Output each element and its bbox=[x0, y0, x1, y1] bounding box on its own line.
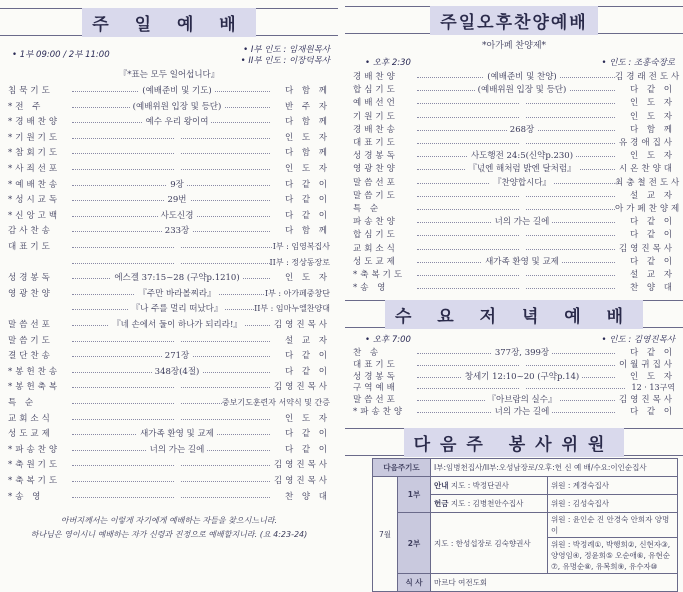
order-content: 사도행전 24:5(신약p.230) bbox=[468, 151, 576, 161]
order-label: *파송찬양 bbox=[8, 444, 61, 455]
order-person: 다 같 이 bbox=[270, 349, 330, 363]
volunteers-title: 다음주 봉사위원 bbox=[404, 428, 625, 457]
order-person: 인 도 자 bbox=[270, 271, 330, 285]
order-content bbox=[519, 244, 525, 254]
order-row bbox=[0, 131, 338, 145]
order-person: 인 도 자 bbox=[615, 96, 675, 110]
order-row bbox=[345, 123, 683, 137]
order-person: 설 교 자 bbox=[615, 268, 675, 282]
order-content-cell bbox=[425, 162, 619, 176]
order-row bbox=[0, 193, 338, 207]
order-row bbox=[0, 318, 338, 332]
order-content-cell bbox=[80, 115, 274, 129]
sunday-footer bbox=[12, 514, 326, 542]
order-content bbox=[174, 133, 180, 143]
order-label: 파송찬양 bbox=[353, 217, 398, 228]
order-row bbox=[345, 215, 683, 229]
order-person: II부 : 정상동장로 bbox=[270, 256, 330, 270]
order-label: *경배찬양 bbox=[8, 117, 61, 128]
month-cell: 7월 bbox=[373, 477, 398, 592]
order-person: 다 함 께 bbox=[270, 115, 330, 129]
order-content bbox=[174, 414, 180, 424]
order-content-cell bbox=[425, 96, 619, 110]
order-label: 영광찬양 bbox=[8, 288, 53, 299]
sunday-leader-1: • I부 인도 : 임재원목사 bbox=[243, 45, 330, 55]
order-person: 다 같 이 bbox=[270, 193, 330, 207]
order-row bbox=[345, 83, 683, 97]
order-content bbox=[519, 204, 525, 214]
footer-line-2: 하나님은 영이시니 예배하는 자가 신령과 진정으로 예배할지니라. (요 4:23-24) bbox=[30, 530, 308, 539]
order-content-cell bbox=[80, 365, 274, 379]
order-label: *송 영 bbox=[8, 491, 44, 502]
order-content bbox=[519, 98, 525, 108]
order-label: 성경봉독 bbox=[353, 151, 398, 162]
wednesday-title-bar bbox=[345, 300, 683, 328]
order-person: 인 도 자 bbox=[270, 131, 330, 145]
p2-offer-w: 위원 : 박정례①, 박행희②, 신현자③, 양영임④, 정윤희⑤ 오순애⑥, 유현순⑦, 유명순⑧, 유복희⑨, 유수자⑩ bbox=[548, 538, 678, 574]
order-person: 다 같 이 bbox=[270, 365, 330, 379]
order-label: 찬 송 bbox=[353, 348, 382, 358]
order-label: 대표기도 bbox=[353, 138, 398, 148]
order-label: *기원기도 bbox=[8, 132, 61, 143]
order-label: *축복기도 bbox=[8, 476, 61, 486]
order-content-cell bbox=[425, 70, 619, 84]
order-content bbox=[174, 148, 180, 158]
order-content: 『아브람의 실수』 bbox=[485, 395, 560, 405]
order-person: I부 : 아가페중창단 bbox=[265, 287, 330, 301]
order-label: *참회기도 bbox=[8, 148, 61, 159]
order-person: 다 함 께 bbox=[615, 123, 675, 137]
order-row bbox=[345, 162, 683, 176]
afternoon-title-bar bbox=[345, 6, 683, 34]
order-content-cell bbox=[80, 131, 274, 145]
order-content-cell bbox=[80, 412, 274, 426]
order-label: 합심기도 bbox=[353, 230, 398, 241]
order-row bbox=[345, 70, 683, 84]
order-label: 감사찬송 bbox=[8, 226, 53, 237]
order-content-cell bbox=[425, 268, 619, 282]
order-content-cell bbox=[425, 149, 619, 163]
order-label: *사죄선포 bbox=[8, 164, 61, 174]
order-label: 성경봉독 bbox=[353, 371, 398, 382]
order-content-cell bbox=[425, 123, 619, 137]
sunday-title: 주 일 예 배 bbox=[82, 8, 255, 37]
order-content bbox=[519, 283, 525, 293]
order-content-cell bbox=[425, 215, 619, 229]
order-label: 예배선언 bbox=[353, 98, 398, 109]
footer-line-1: 아버지께서는 이렇게 자기에게 예배하는 자들을 찾으시느니라. bbox=[60, 516, 278, 525]
prayer-row bbox=[373, 459, 678, 477]
sunday-times: • 1부 09:00 / 2부 11:00 bbox=[12, 50, 110, 60]
order-row bbox=[0, 490, 338, 504]
order-label: 말씀기도 bbox=[353, 190, 398, 201]
order-person: 다 함 께 bbox=[270, 84, 330, 98]
order-label: *봉헌찬송 bbox=[8, 366, 61, 377]
order-label: 교회소식 bbox=[8, 413, 53, 424]
order-row bbox=[0, 146, 338, 160]
order-person: 반 주 자 bbox=[270, 100, 330, 114]
order-person: 찬 양 대 bbox=[615, 281, 675, 295]
order-row bbox=[345, 405, 683, 419]
order-label: 영광찬양 bbox=[353, 164, 398, 175]
order-content: 창세기 12:10~20 (구약p.14) bbox=[462, 372, 582, 382]
order-content: 새가족 환영 및 교제 bbox=[482, 257, 562, 267]
order-label: 침묵기도 bbox=[8, 86, 53, 96]
order-content: 268장 bbox=[507, 125, 537, 135]
meal-label: 식 사 bbox=[398, 574, 431, 592]
afternoon-subtitle: *아가페 찬양제* bbox=[481, 41, 547, 51]
order-row bbox=[0, 365, 338, 379]
order-label: 성도교제 bbox=[353, 256, 398, 267]
order-row bbox=[345, 202, 683, 216]
order-content-cell bbox=[80, 209, 274, 223]
order-row bbox=[345, 149, 683, 163]
order-label: *성시교독 bbox=[8, 195, 61, 206]
standing-note: 『*표는 모두 일어섭니다』 bbox=[118, 70, 220, 80]
order-content-cell bbox=[425, 405, 619, 419]
order-label: 기원기도 bbox=[353, 111, 398, 122]
order-content bbox=[174, 242, 180, 252]
order-content: 233장 bbox=[162, 226, 192, 236]
order-content: 377장, 399장 bbox=[492, 348, 552, 358]
order-content-cell bbox=[425, 228, 619, 242]
order-row bbox=[0, 349, 338, 363]
order-label: 경배찬양 bbox=[353, 72, 398, 82]
order-content-cell bbox=[425, 242, 619, 256]
afternoon-time: • 오후 2:30 bbox=[365, 58, 411, 68]
order-content-cell bbox=[80, 318, 274, 332]
order-content: 『넋엔 해처럼 밝엔 달처럼』 bbox=[465, 164, 578, 174]
order-person: 김영진목사 bbox=[270, 474, 330, 488]
prayer-text: I부:임병천집사/II부:오성남장로/오후:헌 신 예 배/수요:이인순집사 bbox=[431, 459, 678, 477]
order-person: 인 도 자 bbox=[615, 149, 675, 163]
p2-leader: 지도 : 한성섭장로 김숙향권사 bbox=[431, 513, 548, 574]
order-person: 김영진목사 bbox=[615, 393, 675, 407]
order-label: 말씀선포 bbox=[8, 320, 53, 330]
order-content: (예배위원 입장 및 등단) bbox=[130, 102, 225, 112]
wednesday-leader: • 인도 : 김영진목사 bbox=[601, 335, 675, 345]
order-content: 『네 손에서 둘이 하나가 되리라!』 bbox=[109, 320, 245, 330]
p1-offer-text: 지도 : 김병천안수집사 bbox=[450, 499, 524, 508]
order-row bbox=[0, 224, 338, 238]
order-label: 성경봉독 bbox=[8, 273, 53, 284]
order-person: 찬 양 대 bbox=[270, 490, 330, 504]
order-label: 말씀기도 bbox=[8, 335, 53, 346]
order-person: 김경래전도사 bbox=[615, 72, 683, 82]
order-content bbox=[519, 270, 525, 280]
order-content: 『찬양합시다』 bbox=[490, 178, 554, 188]
order-row bbox=[345, 268, 683, 282]
order-content-cell bbox=[425, 176, 619, 190]
order-content-cell bbox=[80, 178, 274, 192]
p2-usher-w: 위원 : 윤인순 진 안경숙 안희자 양명이 bbox=[548, 513, 678, 538]
order-label: 말씀선포 bbox=[353, 177, 398, 188]
order-content: (예배준비 및 찬양) bbox=[484, 72, 560, 82]
p1-usher-row bbox=[373, 477, 678, 495]
order-label: 교회소식 bbox=[353, 243, 398, 254]
p2-usher-row bbox=[373, 513, 678, 538]
order-content-cell bbox=[80, 100, 274, 114]
order-content: 예수 우리 왕이여 bbox=[143, 117, 212, 127]
order-content-cell bbox=[80, 427, 274, 441]
order-content-cell bbox=[425, 255, 619, 269]
order-person: 설 교 자 bbox=[615, 189, 675, 203]
order-content: 사도신경 bbox=[158, 211, 197, 221]
order-label: 구역예배 bbox=[353, 383, 398, 394]
order-content: 너의 가는 길에 bbox=[147, 445, 208, 455]
part2-label: 2부 bbox=[398, 513, 431, 574]
order-person: 다 함 께 bbox=[270, 146, 330, 160]
order-content-cell bbox=[80, 224, 274, 238]
order-person: II부 : 임마누엘찬양대 bbox=[254, 302, 330, 316]
order-content: 271장 bbox=[162, 351, 192, 361]
order-row bbox=[345, 96, 683, 110]
order-row bbox=[345, 136, 683, 150]
order-content-cell bbox=[425, 136, 619, 150]
sunday-leader-2: • II부 인도 : 이장덕목사 bbox=[240, 56, 330, 66]
order-person: 다 함 께 bbox=[270, 224, 330, 238]
order-label: *신앙고백 bbox=[8, 210, 61, 221]
p1-offer-w: 위원 : 김성숙집사 bbox=[548, 495, 678, 513]
order-person: 김영진목사 bbox=[270, 458, 330, 472]
order-content-cell bbox=[425, 110, 619, 124]
order-content bbox=[519, 360, 525, 370]
order-label: 성도교제 bbox=[8, 429, 53, 440]
order-content-cell bbox=[425, 189, 619, 203]
part1-label: 1부 bbox=[407, 490, 421, 499]
order-person: 인 도 자 bbox=[615, 110, 675, 124]
order-content bbox=[519, 112, 525, 122]
order-content-cell bbox=[80, 162, 274, 176]
order-content-cell bbox=[80, 474, 274, 488]
order-person: 인 도 자 bbox=[270, 162, 330, 176]
order-row bbox=[345, 255, 683, 269]
order-content-cell bbox=[80, 458, 274, 472]
part1-cell bbox=[398, 477, 431, 513]
order-row bbox=[0, 443, 338, 457]
order-label: *봉헌축복 bbox=[8, 382, 61, 393]
order-content bbox=[519, 383, 525, 393]
order-person: 김영진목사 bbox=[270, 318, 330, 332]
order-content-cell bbox=[425, 281, 619, 295]
order-content bbox=[174, 398, 180, 408]
order-content-cell bbox=[80, 256, 274, 270]
order-row bbox=[0, 84, 338, 98]
order-person: 최충철전도사 bbox=[615, 177, 683, 188]
order-content-cell bbox=[80, 240, 274, 254]
order-row bbox=[345, 281, 683, 295]
offering-label: 헌금 bbox=[434, 499, 449, 508]
order-person: 다 같 이 bbox=[615, 215, 675, 229]
order-row bbox=[345, 110, 683, 124]
order-content bbox=[174, 460, 180, 470]
order-content: 9장 bbox=[167, 180, 187, 190]
p1-offer bbox=[431, 495, 548, 513]
wednesday-time: • 오후 7:00 bbox=[365, 335, 411, 345]
order-label: 합심기도 bbox=[353, 85, 398, 96]
order-row bbox=[0, 474, 338, 488]
order-label: *송 영 bbox=[353, 283, 389, 294]
order-content: (예배위원 입장 및 등단) bbox=[475, 85, 570, 95]
order-content-cell bbox=[80, 193, 274, 207]
order-person: 시온찬양대 bbox=[615, 162, 675, 176]
order-content-cell bbox=[80, 490, 274, 504]
order-row bbox=[0, 412, 338, 426]
wednesday-title: 수 요 저 녁 예 배 bbox=[385, 300, 643, 329]
order-person: 다 같 이 bbox=[270, 427, 330, 441]
order-content bbox=[519, 230, 525, 240]
order-content: 에스겔 37:15~28 (구약p.1210) bbox=[111, 273, 242, 283]
order-content bbox=[519, 191, 525, 201]
p1-usher-text: 지도 : 박정단권사 bbox=[450, 481, 509, 490]
order-content: 너의 가는 길에 bbox=[492, 217, 553, 227]
order-person: 다 같 이 bbox=[615, 228, 675, 242]
order-content-cell bbox=[425, 83, 619, 97]
order-label: 대표기도 bbox=[353, 359, 398, 370]
order-content bbox=[519, 138, 525, 148]
order-content bbox=[174, 492, 180, 502]
order-content-cell bbox=[80, 334, 274, 348]
order-person: 다 같 이 bbox=[270, 209, 330, 223]
volunteers-table bbox=[372, 458, 678, 592]
order-person: 다 같 이 bbox=[615, 255, 675, 269]
order-row bbox=[345, 242, 683, 256]
order-label: *전 주 bbox=[8, 101, 44, 112]
order-label: *예배찬송 bbox=[8, 179, 61, 190]
order-content-cell bbox=[80, 287, 274, 301]
order-person: 다 같 이 bbox=[615, 83, 675, 97]
order-person: 12 · 13구역 bbox=[632, 381, 675, 395]
order-row bbox=[0, 209, 338, 223]
order-person: 인 도 자 bbox=[270, 412, 330, 426]
afternoon-leader: • 인도 : 조홍숙장로 bbox=[601, 58, 675, 68]
order-label: 특 순 bbox=[8, 398, 37, 408]
order-row bbox=[0, 162, 338, 176]
order-content-cell bbox=[425, 202, 619, 216]
order-content-cell bbox=[80, 380, 274, 394]
order-person: 다 같 이 bbox=[270, 178, 330, 192]
order-label: 대표기도 bbox=[8, 242, 53, 252]
meal-text: 마르다 여전도회 bbox=[431, 574, 678, 592]
order-person: 다 같 이 bbox=[615, 405, 675, 419]
order-content: 348장(4절) bbox=[152, 367, 203, 377]
order-person: 아가페찬양제 bbox=[615, 204, 683, 214]
order-label: 경배찬송 bbox=[353, 124, 398, 135]
order-person: 설 교 자 bbox=[270, 334, 330, 348]
order-content-cell bbox=[80, 146, 274, 160]
order-content bbox=[174, 258, 180, 268]
meal-row bbox=[373, 574, 678, 592]
order-content bbox=[174, 382, 180, 392]
order-row bbox=[0, 256, 338, 270]
order-row bbox=[0, 240, 338, 254]
order-person: 이월귀집사 bbox=[615, 358, 675, 372]
order-content: 『주만 바라볼찌라』 bbox=[135, 289, 218, 299]
order-person: 중보기도훈련자 서약식 및 간증 bbox=[222, 396, 330, 410]
order-person: 김영진목사 bbox=[615, 242, 675, 256]
order-content-cell bbox=[80, 271, 274, 285]
volunteers-title-bar bbox=[345, 428, 683, 456]
order-label: *파송찬양 bbox=[353, 407, 406, 417]
order-row bbox=[0, 458, 338, 472]
p1-usher-w: 위원 : 계경숙집사 bbox=[548, 477, 678, 495]
order-content: 29번 bbox=[164, 195, 189, 205]
order-person: 김영진목사 bbox=[270, 380, 330, 394]
order-content bbox=[174, 336, 180, 346]
order-label: *축원기도 bbox=[8, 460, 61, 471]
p1-usher bbox=[431, 477, 548, 495]
order-label: 말씀선포 bbox=[353, 395, 398, 406]
order-row bbox=[0, 302, 338, 316]
order-row bbox=[0, 100, 338, 114]
order-content: 새가족 환영 및 교제 bbox=[137, 429, 217, 439]
order-person: 인 도 자 bbox=[615, 370, 675, 384]
order-row bbox=[0, 287, 338, 301]
order-content-cell bbox=[80, 302, 274, 316]
order-row bbox=[0, 380, 338, 394]
order-row bbox=[0, 271, 338, 285]
order-content-cell bbox=[80, 349, 274, 363]
order-row bbox=[345, 189, 683, 203]
order-person: 유경애집사 bbox=[615, 136, 675, 150]
order-content: (예배준비 및 기도) bbox=[139, 86, 215, 96]
order-label: 결단찬송 bbox=[8, 351, 53, 362]
order-person: 다 같 이 bbox=[615, 346, 675, 360]
order-row bbox=[0, 115, 338, 129]
order-content-cell bbox=[80, 443, 274, 457]
order-content: 너의 가는 길에 bbox=[492, 407, 553, 417]
order-content: 『나 주를 멀리 떠났다』 bbox=[129, 304, 226, 314]
usher-label: 안내 bbox=[434, 481, 449, 490]
afternoon-title: 주일오후찬양예배 bbox=[430, 6, 597, 35]
order-row bbox=[345, 228, 683, 242]
order-content-cell bbox=[80, 84, 274, 98]
order-row bbox=[0, 178, 338, 192]
order-label: *축복기도 bbox=[353, 270, 406, 280]
order-row bbox=[345, 176, 683, 190]
order-row bbox=[0, 334, 338, 348]
order-person: I부 : 임영복집사 bbox=[273, 240, 330, 254]
prayer-label: 다음주기도 bbox=[373, 459, 431, 477]
order-row bbox=[0, 427, 338, 441]
order-content bbox=[174, 164, 180, 174]
order-label: 특 순 bbox=[353, 204, 382, 214]
sunday-title-bar bbox=[0, 8, 338, 36]
order-row bbox=[0, 396, 338, 410]
order-person: 다 같 이 bbox=[270, 443, 330, 457]
order-content bbox=[174, 476, 180, 486]
